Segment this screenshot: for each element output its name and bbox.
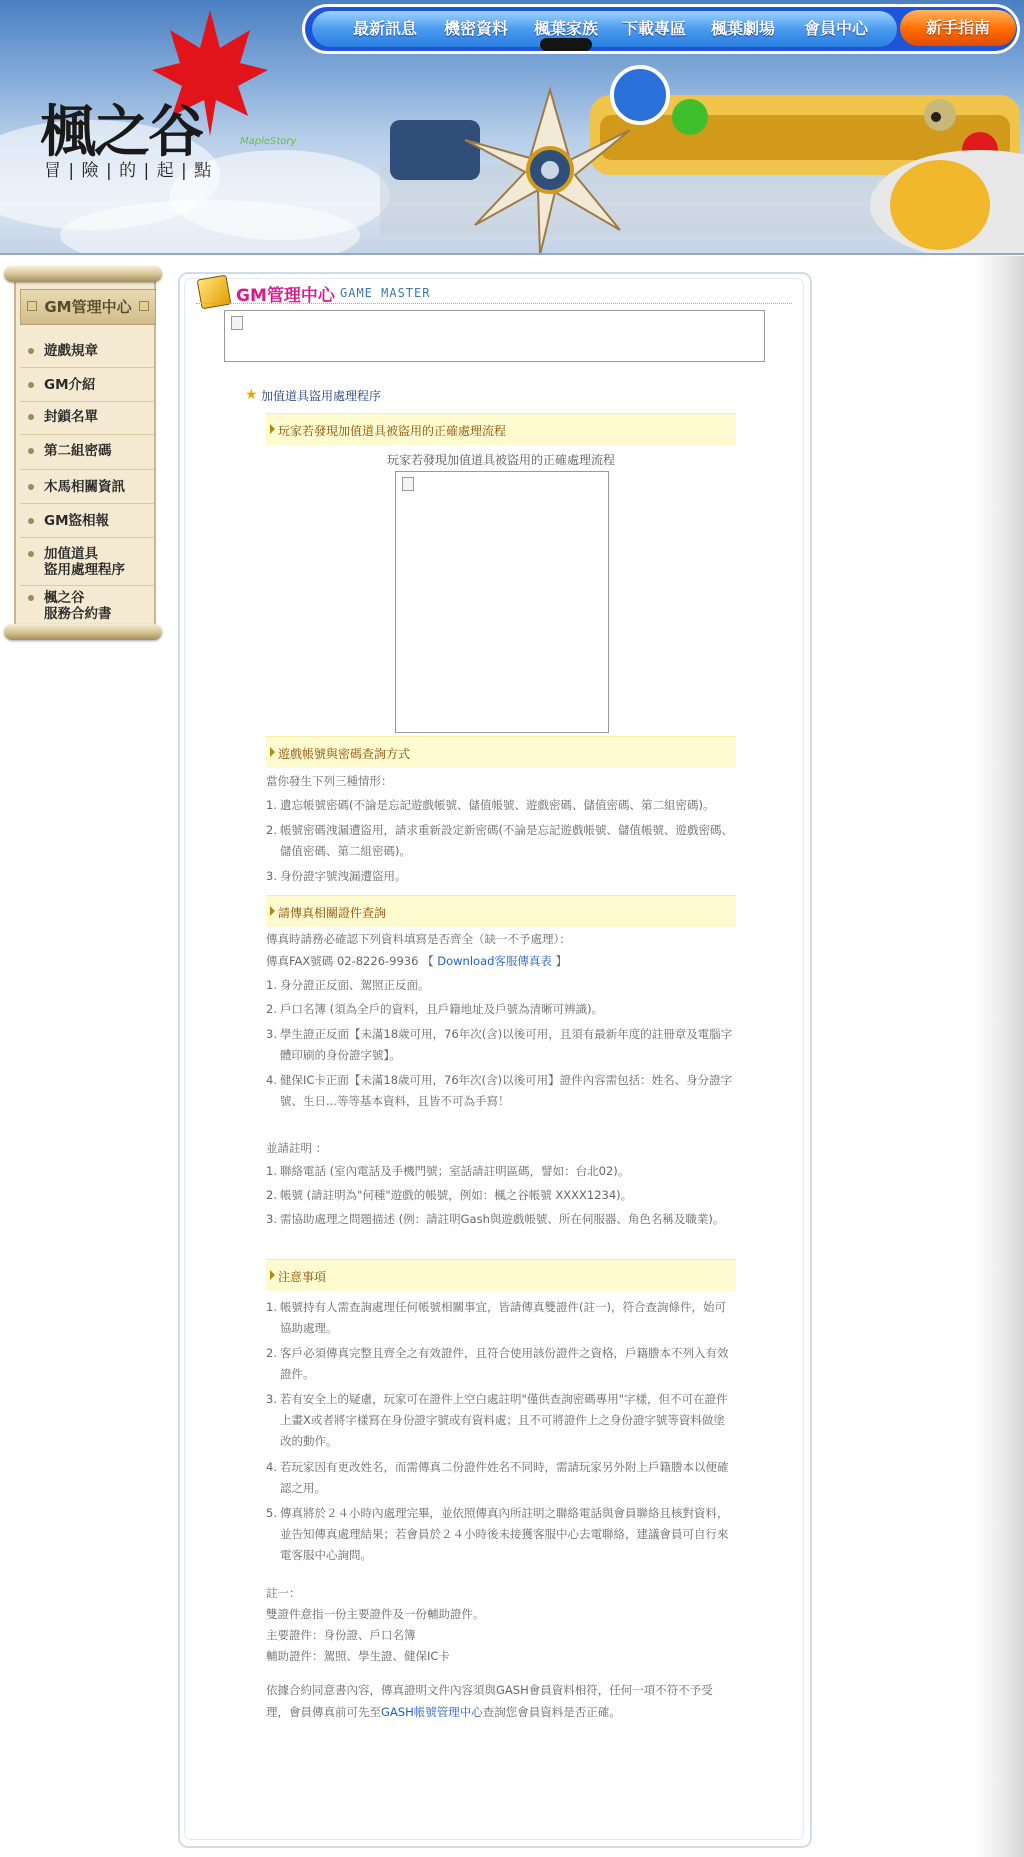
sidebar-divider — [20, 537, 154, 538]
list-item-text: 帳號 (請註明為"何種"遊戲的帳號，例如：楓之谷帳號 XXXX1234)。 — [280, 1188, 633, 1202]
download-fax-form-link[interactable]: Download客服傳真表 — [437, 954, 552, 968]
procedure-title: 加值道具盜用處理程序 — [261, 389, 382, 403]
fax-number: 傳真FAX號碼 02-8226-9936 【 — [266, 954, 434, 968]
sidebar-title — [20, 289, 156, 325]
final-note-text: 查詢您會員資料是否正確。 — [482, 1705, 621, 1719]
gash-account-center-link[interactable]: GASH帳號管理中心 — [381, 1705, 483, 1719]
section-heading: 遊戲帳號與密碼查詢方式 — [278, 747, 411, 761]
nav-theater[interactable]: 楓葉劇場 — [711, 19, 776, 38]
bullet-icon — [28, 551, 34, 557]
footnote-line: 輔助證件：駕照、學生證、健保IC卡 — [266, 1649, 450, 1663]
triangle-icon — [270, 906, 275, 916]
header-banner — [0, 0, 1024, 255]
final-note-line: 依據合約同意書內容，傳真證明文件內容須與GASH會員資料相符，任何一項不符不予受 — [266, 1683, 713, 1697]
final-note-line — [266, 1702, 741, 1723]
sidebar-divider — [20, 367, 154, 368]
sidebar-item-label: GM介紹 — [44, 377, 96, 393]
sidebar-item-label: GM盜相報 — [44, 513, 110, 529]
scroll-rod-bottom — [4, 624, 162, 640]
triangle-icon — [270, 424, 275, 434]
sidebar-item-label: 木馬相關資訊 — [44, 479, 125, 495]
sidebar-item-label: 封鎖名單 — [44, 409, 98, 425]
section-heading: 玩家若發現加值道具被盜用的正確處理流程 — [278, 424, 507, 438]
sidebar-item-label: 楓之谷 服務合約書 — [44, 590, 112, 622]
sidebar-title-text: GM管理中心 — [44, 298, 132, 316]
game-logo[interactable]: 楓之谷 — [40, 99, 202, 165]
nav-active-indicator — [540, 38, 592, 51]
nav-news[interactable]: 最新訊息 — [353, 19, 418, 38]
nav-maple-family[interactable]: 楓葉家族 — [534, 19, 599, 38]
section-header — [266, 1259, 736, 1291]
section-heading: 注意事項 — [278, 1270, 327, 1284]
bullet-icon — [28, 518, 34, 524]
list-item-text: 遺忘帳號密碼(不論是忘記遊戲帳號、儲值帳號、遊戲密碼、儲值密碼、第二組密碼)。 — [280, 798, 715, 812]
list-item-text: 帳號密碼洩漏遭盜用，請求重新設定新密碼(不論是忘記遊戲帳號、儲值帳號、遊戲密碼、儲值密碼、第二組密碼)。 — [280, 823, 733, 858]
fax-line — [266, 951, 567, 972]
list-item-text: 傳真將於２４小時內處理完畢，並依照傳真內所註明之聯絡電話與會員聯絡且核對資料，並告知傳真處理結果；若會員於２４小時後未接獲客服中心去電聯絡，建議會員可自行來電客服中心詢問。 — [280, 1506, 729, 1562]
list-item-text: 學生證正反面【未滿18歲可用，76年次(含)以後可用，且須有最新年度的註冊章及電腦字體印刷的身份證字號】。 — [280, 1027, 733, 1062]
sidebar-divider — [20, 434, 154, 435]
scroll-rod-top — [4, 266, 162, 282]
section-heading: 請傳真相關證件查詢 — [278, 906, 387, 920]
list-item-text: 健保IC卡正面【未滿18歲可用，76年次(含)以後可用】證件內容需包括：姓名、身分證字號、生日...等等基本資料，且皆不可為手寫！ — [280, 1073, 733, 1108]
bullet-icon — [28, 595, 34, 601]
footnote-title: 註一： — [266, 1586, 301, 1600]
triangle-icon — [270, 1270, 275, 1280]
nav-member-center[interactable]: 會員中心 — [804, 19, 869, 38]
logo-tagline: 冒 | 險 | 的 | 起 | 點 — [44, 161, 213, 181]
corner-icon — [139, 301, 149, 311]
logo-subtitle: MapleStory — [240, 136, 297, 147]
sidebar-item-label: 遊戲規章 — [44, 343, 98, 359]
sidebar-divider — [20, 469, 154, 470]
footnote-line: 主要證件：身份證、戶口名簿 — [266, 1628, 416, 1642]
section-intro: 當你發生下列三種情形： — [266, 774, 393, 788]
flowchart-image-placeholder — [395, 471, 609, 733]
gm-badge-icon — [197, 275, 232, 310]
sidebar-item-label: 加值道具 盜用處理程序 — [44, 546, 125, 578]
corner-icon — [27, 301, 37, 311]
list-item-text: 聯絡電話 (室內電話及手機門號；室話請註明區碼，譬如：台北02)。 — [280, 1164, 630, 1178]
section-intro: 傳真時請務必確認下列資料填寫是否齊全（缺一不予處理）： — [266, 932, 571, 946]
title-divider — [196, 303, 792, 304]
list-item-text: 若有安全上的疑慮，玩家可在證件上空白處註明"僅供查詢密碼專用"字樣，但不可在證件上畫X或者將字樣寫在身份證字號或有資料處；且不可將證件上之身份證字號等資料做塗改的動作。 — [280, 1392, 728, 1448]
broken-image-icon — [231, 316, 243, 330]
page-subtitle: GAME MASTER — [340, 286, 431, 300]
bullet-icon — [28, 448, 34, 454]
sidebar-divider — [20, 503, 154, 504]
note-intro: 並請註明 ： — [266, 1141, 328, 1155]
right-edge-shadow — [975, 256, 1024, 1857]
list-item-text: 需協助處理之問題描述 (例：請註明Gash與遊戲帳號、所在伺服器、角色名稱及職業)。 — [280, 1212, 725, 1226]
nav-secret-data[interactable]: 機密資料 — [444, 19, 509, 38]
bullet-icon — [28, 348, 34, 354]
list-item-text: 若玩家因有更改姓名，而需傳真二份證件姓名不同時，需請玩家另外附上戶籍謄本以便確認之用。 — [280, 1460, 729, 1495]
page-title: GM管理中心 — [236, 286, 335, 306]
triangle-icon — [270, 747, 275, 757]
broken-image-icon — [402, 477, 414, 491]
bullet-icon — [28, 414, 34, 420]
flow-caption: 玩家若發現加值道具被盜用的正確處理流程 — [386, 453, 615, 467]
sidebar-divider — [20, 401, 154, 402]
airship-illustration — [380, 55, 1024, 255]
sidebar-item-item-theft-procedure[interactable] — [26, 546, 154, 594]
sidebar-item-label: 第二組密碼 — [44, 443, 112, 459]
list-item-text: 客戶必須傳真完整且齊全之有效證件，且符合使用該份證件之資格，戶籍謄本不列入有效證件。 — [280, 1346, 729, 1381]
banner-image-placeholder — [224, 310, 765, 362]
sidebar-divider — [20, 585, 154, 586]
star-icon: ★ — [245, 387, 258, 403]
header-divider — [0, 253, 1024, 255]
list-item-text: 戶口名簿 (須為全戶的資料，且戶籍地址及戶號為清晰可辨識)。 — [280, 1002, 604, 1016]
section-header — [266, 736, 736, 768]
footnote-line: 雙證件意指一份主要證件及一份輔助證件。 — [266, 1607, 485, 1621]
nav-downloads[interactable]: 下載專區 — [622, 19, 687, 38]
section-header — [266, 413, 736, 445]
fax-bracket: 】 — [555, 954, 568, 968]
bullet-icon — [28, 484, 34, 490]
final-note-text: 理，會員傳真前可先至 — [266, 1705, 381, 1719]
bullet-icon — [28, 382, 34, 388]
sidebar-scroll — [4, 266, 162, 640]
list-item-text: 身分證正反面、駕照正反面。 — [280, 978, 430, 992]
list-item-text: 帳號持有人需查詢處理任何帳號相關事宜，皆請傳真雙證件(註一)，符合查詢條件，始可協助處理。 — [280, 1300, 726, 1335]
list-item-text: 身份證字號洩漏遭盜用。 — [280, 869, 407, 883]
nav-beginner-guide-button[interactable]: 新手指南 — [900, 10, 1016, 46]
section-header — [266, 895, 736, 927]
